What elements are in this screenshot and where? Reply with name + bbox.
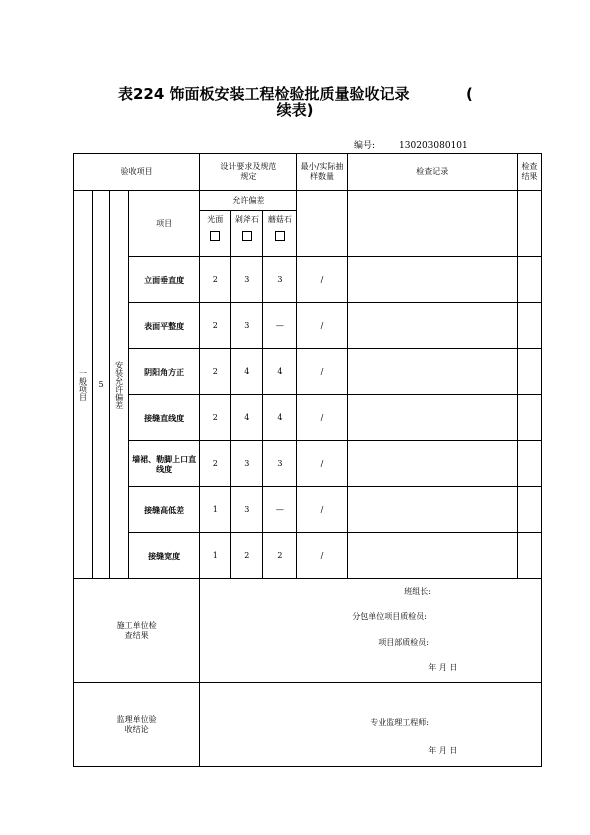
sub-allow: 允许偏差 <box>200 191 297 211</box>
construction-label: 施工单位检查结果 <box>74 579 200 683</box>
leader-label: 班组长: <box>404 587 431 596</box>
header-item: 验收项目 <box>74 154 200 191</box>
checkbox-mushroom[interactable] <box>275 231 285 241</box>
checkbox-smooth[interactable] <box>210 231 220 241</box>
col-smooth: 光面 <box>200 211 231 257</box>
table-row: 接缝宽度 1 2 2 / <box>74 533 542 579</box>
table-row: 表面平整度 2 3 — / <box>74 303 542 349</box>
code-value: 130203080101 <box>399 141 468 151</box>
record-blank <box>347 191 517 257</box>
supervision-date: 年 月 日 <box>428 746 458 755</box>
table-row: 立面垂直度 2 3 3 / <box>74 257 542 303</box>
inspection-table <box>73 153 542 767</box>
group-general: 一般项目 <box>74 191 93 579</box>
header-record: 检查记录 <box>347 154 517 191</box>
supervision-label: 监理单位验收结论 <box>74 683 200 767</box>
construction-signoff <box>200 579 542 683</box>
header-sample: 最小/实际抽样数量 <box>297 154 347 191</box>
dept-inspector-label: 项目部质检员: <box>378 638 429 647</box>
sub-project: 项目 <box>129 191 200 257</box>
title-line1: 表224 饰面板安装工程检验批质量验收记录 <box>118 85 410 103</box>
supervision-signoff <box>200 683 542 767</box>
col-axed: 剁斧石 <box>231 211 263 257</box>
code-line <box>354 138 468 151</box>
sub-inspector-label: 分包单位项目质检员: <box>352 612 427 621</box>
title-paren: ( <box>466 85 473 103</box>
table-row: 接缝高低差 1 3 — / <box>74 487 542 533</box>
table-row: 接缝直线度 2 4 4 / <box>74 395 542 441</box>
table-row: 墙裙、勒脚上口直线度 2 3 3 / <box>74 441 542 487</box>
header-result: 检查结果 <box>517 154 541 191</box>
code-label: 编号: <box>354 141 376 151</box>
group-install: 安装允许偏差 <box>110 191 129 579</box>
title-line2: 续表) <box>276 101 314 119</box>
sample-blank <box>297 191 347 257</box>
checkbox-axed[interactable] <box>242 231 252 241</box>
engineer-label: 专业监理工程师: <box>370 718 429 727</box>
result-blank <box>517 191 541 257</box>
col-mushroom: 蘑菇石 <box>263 211 297 257</box>
group-number: 5 <box>93 191 110 579</box>
table-row: 阴阳角方正 2 4 4 / <box>74 349 542 395</box>
construction-date: 年 月 日 <box>428 663 458 672</box>
header-design: 设计要求及规范规定 <box>200 154 297 191</box>
